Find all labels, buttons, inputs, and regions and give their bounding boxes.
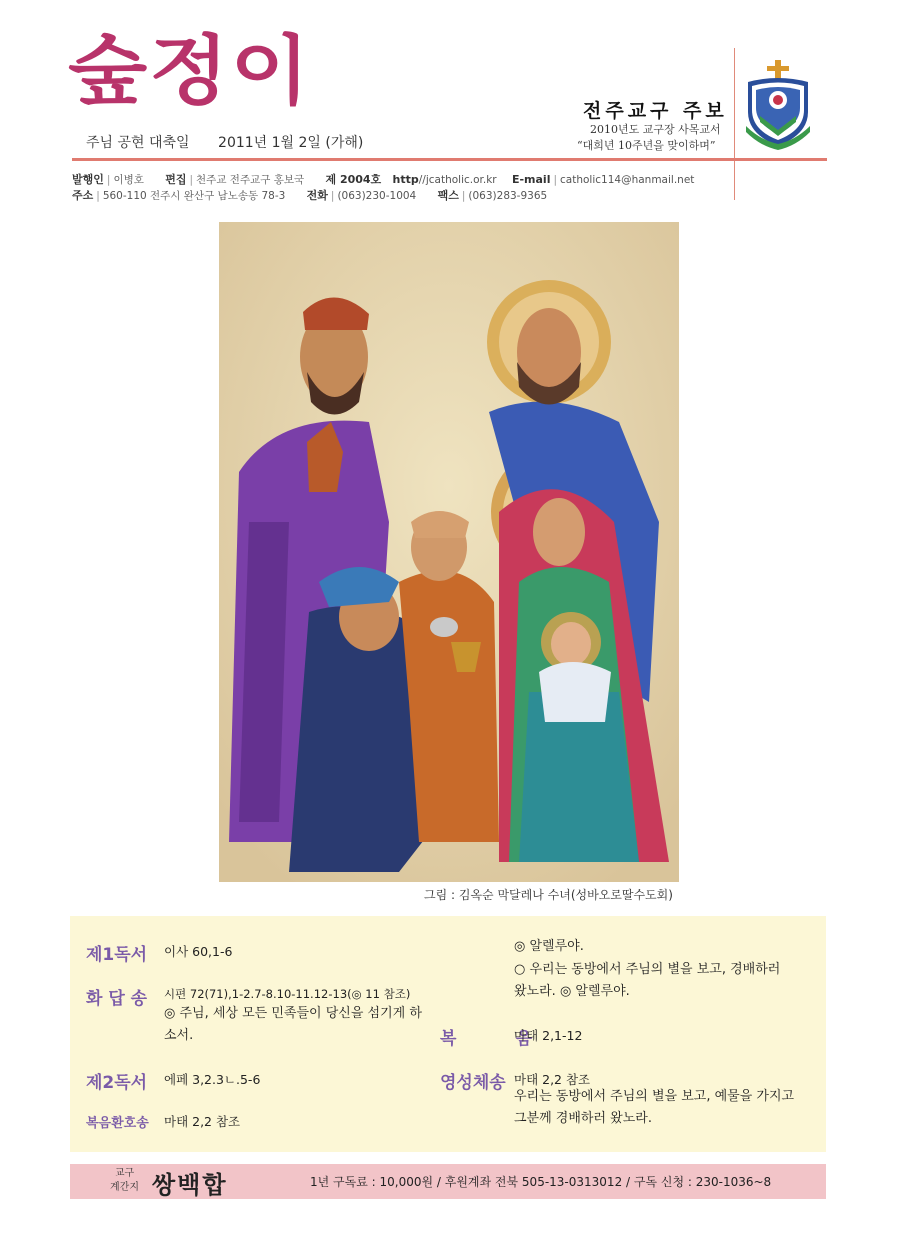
psalm-response-line1: ◎ 주님, 세상 모든 민족들이 당신을 섬기게 하	[164, 1006, 422, 1021]
editor-label: 편집	[165, 173, 187, 186]
liturgy-readings-box	[70, 916, 826, 1152]
feast-name: 주님 공현 대축일	[86, 135, 190, 151]
epiphany-painting	[219, 222, 679, 882]
communion-line1: 우리는 동방에서 주님의 별을 보고, 예물을 가지고	[514, 1089, 795, 1104]
issue-date: 2011년 1월 2일 (가해)	[218, 135, 364, 151]
pastoral-letter-line: 2010년도 교구장 사목교서	[590, 123, 721, 136]
issue-number: 제 2004호	[325, 173, 382, 186]
email-link[interactable]: catholic114@hanmail.net	[560, 174, 695, 186]
communion-line2: 그분께 경배하러 왔노라.	[514, 1111, 652, 1126]
issue-date-line	[86, 132, 387, 152]
communion-ref: 마태 2,2 참조	[514, 1072, 591, 1087]
quarterly-label-line1: 교구	[114, 1168, 135, 1179]
first-reading-label: 제1독서	[86, 945, 148, 965]
http-label: http	[392, 173, 419, 186]
quarterly-label	[110, 1167, 139, 1195]
phone-number: (063)230-1004	[337, 190, 417, 202]
publication-name: 전주교구 주보	[583, 100, 728, 122]
second-reading-label: 제2독서	[86, 1073, 148, 1093]
fax-number: (063)283-9365	[468, 190, 548, 202]
first-reading-ref: 이사 60,1-6	[164, 944, 233, 959]
bulletin-title: 숲정이	[68, 26, 312, 116]
address-label: 주소	[72, 189, 94, 202]
publisher-label: 발행인	[72, 173, 104, 186]
second-reading-ref: 에페 3,2.3ㄴ.5-6	[164, 1072, 261, 1087]
acclamation-label: 복음환호송	[86, 1116, 149, 1131]
email-label: E-mail	[511, 173, 551, 186]
acclamation-verse-line1: ○ 우리는 동방에서 주님의 별을 보고, 경배하러	[514, 962, 781, 977]
editor-name: 천주교 전주교구 홍보국	[196, 174, 305, 186]
painting-caption: 그림 : 김옥순 막달레나 수녀(성바오로딸수도회)	[424, 888, 673, 902]
publisher-info-line: 발행인 | 이병호 편집 | 천주교 전주교구 홍보국 제 2004호 http//jcatholic.or.kr E-mail | catholic114@hanmail.net	[72, 173, 695, 186]
header-divider	[734, 48, 735, 200]
subscription-info: 1년 구독료 : 10,000원 / 후원계좌 전북 505-13-0313012 / 구독 신청 : 230-1036~8	[310, 1175, 772, 1189]
website-link[interactable]: //jcatholic.or.kr	[418, 174, 497, 186]
magazine-brand: 쌍백합	[152, 1170, 228, 1199]
subscription-footer	[70, 1164, 826, 1199]
address-text: 560-110 전주시 완산구 남노송동 78-3	[102, 190, 286, 202]
fax-label: 팩스	[437, 189, 459, 202]
masthead-rule	[72, 158, 827, 161]
psalm-label: 화 답 송	[86, 989, 148, 1009]
publisher-name: 이병호	[113, 174, 144, 186]
alleluia-line: ◎ 알렐루야.	[514, 939, 584, 954]
communion-label: 영성체송	[440, 1073, 506, 1093]
gospel-label: 복 음	[440, 1029, 533, 1049]
psalm-ref: 시편 72(71),1-2.7-8.10-11.12-13(◎ 11 참조)	[164, 987, 411, 1001]
quarterly-label-line2: 계간지	[110, 1182, 139, 1193]
pastoral-motto: “대희년 10주년을 맞이하며”	[577, 139, 716, 152]
psalm-response-line2: 소서.	[164, 1028, 194, 1043]
acclamation-ref: 마태 2,2 참조	[164, 1114, 241, 1129]
phone-label: 전화	[306, 189, 328, 202]
address-info-line: 주소 | 560-110 전주시 완산구 남노송동 78-3 전화 | (063)230-1004 팩스 | (063)283-9365	[72, 189, 548, 202]
gospel-ref: 마태 2,1-12	[514, 1028, 583, 1043]
diocese-emblem-icon	[742, 60, 814, 150]
acclamation-verse-line2: 왔노라. ◎ 알렐루야.	[514, 984, 630, 999]
